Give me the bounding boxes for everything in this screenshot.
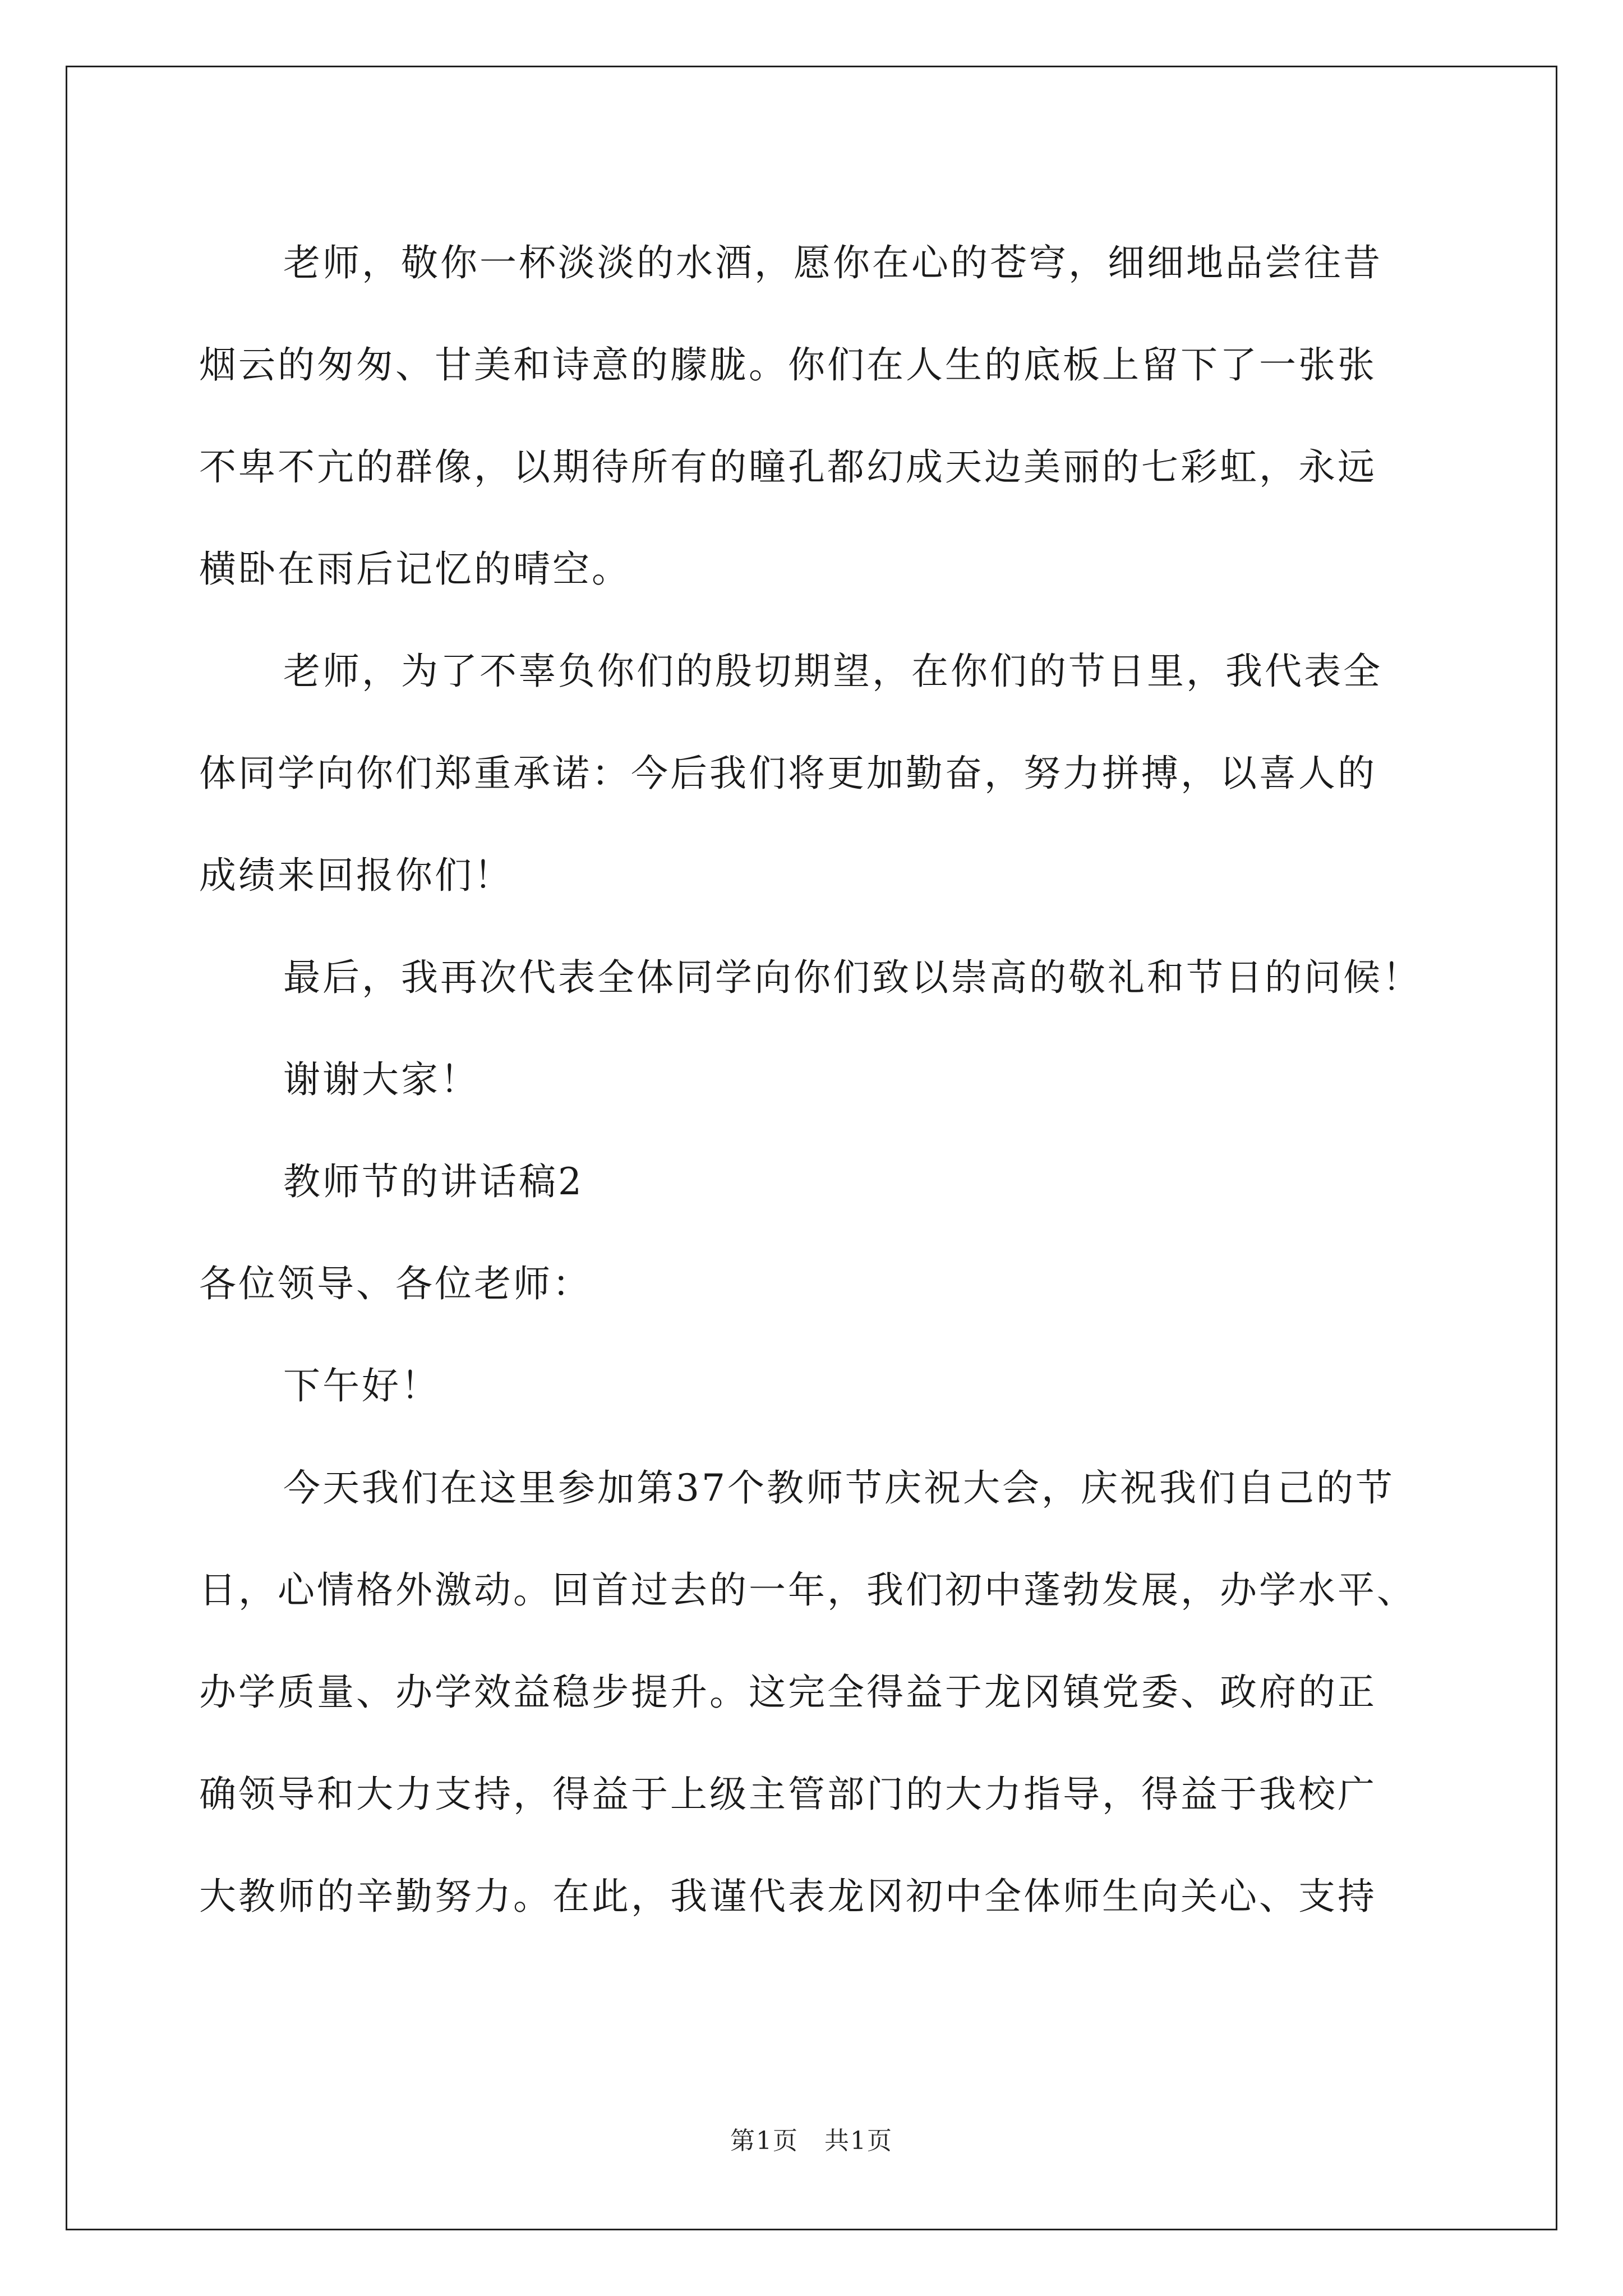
text-line: 确领导和大力支持，得益于上级主管部门的大力指导，得益于我校广: [199, 1773, 1377, 1816]
text-line: 横卧在雨后记忆的晴空。: [199, 547, 631, 591]
text-line: 大教师的辛勤努力。在此，我谨代表龙冈初中全体师生向关心、支持: [199, 1875, 1377, 1918]
document-body: [199, 212, 1433, 1948]
text-line: 成绩来回报你们！: [199, 854, 513, 897]
text-line: 老师，为了不辜负你们的殷切期望，在你们的节日里，我代表全: [283, 650, 1382, 693]
text-line: 今天我们在这里参加第37个教师节庆祝大会，庆祝我们自己的节: [283, 1466, 1395, 1510]
section-heading: 教师节的讲话稿2: [283, 1160, 584, 1203]
salutation: 各位领导、各位老师：: [199, 1262, 592, 1305]
greeting: 下午好！: [283, 1364, 440, 1407]
page-footer: [0, 2120, 1623, 2156]
text-line: 老师，敬你一杯淡淡的水酒，愿你在心的苍穹，细细地品尝往昔: [283, 241, 1382, 284]
text-line: 不卑不亢的群像，以期待所有的瞳孔都幻成天边美丽的七彩虹，永远: [199, 445, 1377, 489]
text-line: 谢谢大家！: [283, 1058, 479, 1101]
text-line: 体同学向你们郑重承诺：今后我们将更加勤奋，努力拼搏，以喜人的: [199, 752, 1377, 795]
text-line: 办学质量、办学效益稳步提升。这完全得益于龙冈镇党委、政府的正: [199, 1671, 1377, 1714]
text-line: 烟云的匆匆、甘美和诗意的朦胧。你们在人生的底板上留下了一张张: [199, 343, 1377, 386]
page-number: 第1页 共1页: [730, 2127, 893, 2155]
text-line: 最后，我再次代表全体同学向你们致以崇高的敬礼和节日的问候！: [283, 956, 1422, 999]
text-line: 日，心情格外激动。回首过去的一年，我们初中蓬勃发展，办学水平、: [199, 1568, 1416, 1612]
